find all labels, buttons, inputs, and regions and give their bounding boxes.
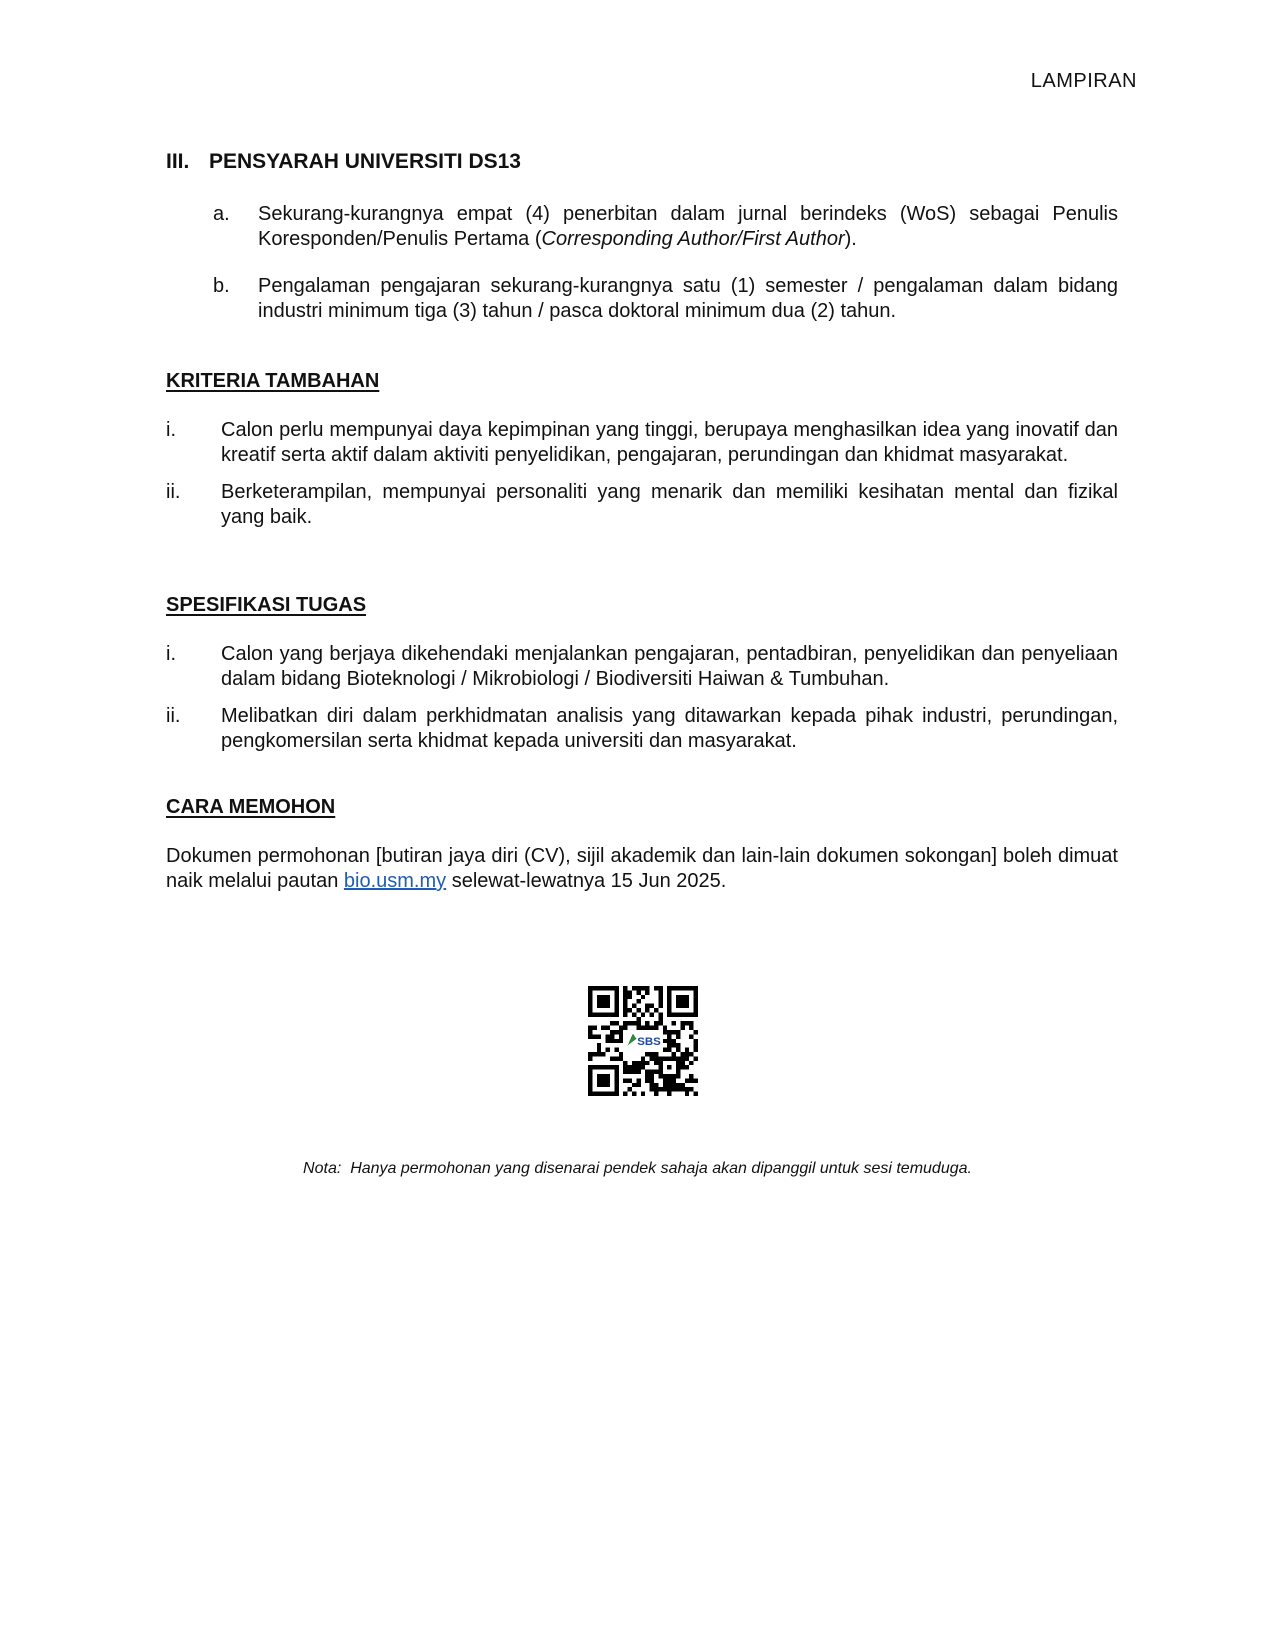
qr-module: [680, 1056, 684, 1060]
qr-module: [654, 1021, 658, 1025]
qr-module: [680, 1087, 684, 1091]
qr-module: [694, 1092, 698, 1096]
qr-module: [672, 1078, 676, 1082]
qr-module: [645, 1070, 649, 1074]
qr-module: [654, 1087, 658, 1091]
qr-module: [645, 1026, 649, 1030]
qr-module: [645, 1078, 649, 1082]
spesifikasi-heading: SPESIFIKASI TUGAS: [166, 594, 367, 616]
qr-module: [650, 1026, 654, 1030]
qr-module: [645, 990, 649, 994]
list-marker: ii.: [166, 481, 181, 503]
qr-module: [650, 1083, 654, 1087]
qr-module: [663, 1083, 667, 1087]
qr-module: [672, 1021, 676, 1025]
qr-module: [632, 1012, 636, 1016]
qr-module: [654, 1070, 658, 1074]
qr-module: [672, 1043, 676, 1047]
qr-module: [667, 1048, 671, 1052]
requirement-text-end: ).: [844, 228, 857, 250]
qr-module: [689, 1052, 693, 1056]
qr-module: [650, 1078, 654, 1082]
qr-module: [667, 1078, 671, 1082]
qr-module: [619, 1039, 623, 1043]
qr-module: [623, 1065, 627, 1069]
qr-module: [597, 1043, 601, 1047]
section-title: [166, 150, 521, 174]
list-marker: i.: [166, 419, 176, 441]
qr-module: [606, 1026, 610, 1030]
qr-module: [680, 1052, 684, 1056]
qr-module: [676, 1048, 680, 1052]
qr-module: [672, 1030, 676, 1034]
qr-module: [623, 986, 627, 990]
qr-alignment-pattern: [658, 1056, 680, 1078]
requirement-marker: b.: [213, 275, 230, 297]
qr-module: [685, 1065, 689, 1069]
qr-module: [623, 1092, 627, 1096]
qr-module: [667, 1039, 671, 1043]
qr-module: [588, 1026, 592, 1030]
list-text: Calon perlu mempunyai daya kepimpinan yang tinggi, berupaya menghasilkan idea yang inovatif dan kreatif serta aktif dalam aktiviti penyelidikan, pengajaran, perundingan dan khidmat masyarakat.: [221, 419, 1118, 466]
qr-module: [623, 999, 627, 1003]
note-label: Nota:: [303, 1160, 342, 1177]
qr-module: [658, 999, 662, 1003]
list-marker: ii.: [166, 705, 181, 727]
requirement-marker: a.: [213, 203, 230, 225]
qr-module: [641, 1065, 645, 1069]
qr-module: [676, 1034, 680, 1038]
qr-module: [610, 1039, 614, 1043]
qr-module: [667, 1034, 671, 1038]
qr-module: [623, 995, 627, 999]
qr-module: [667, 1043, 671, 1047]
qr-module: [663, 1078, 667, 1082]
qr-module: [654, 1092, 658, 1096]
qr-module: [667, 1092, 671, 1096]
qr-module: [632, 1061, 636, 1065]
qr-module: [623, 1078, 627, 1082]
note-text: Hanya permohonan yang disenarai pendek sahaja akan dipanggil untuk sesi temuduga.: [350, 1160, 972, 1177]
qr-module: [680, 1021, 684, 1025]
cara-text-end: selewat-lewatnya 15 Jun 2025.: [446, 870, 727, 892]
qr-module: [654, 1083, 658, 1087]
qr-module: [650, 1004, 654, 1008]
qr-module: [588, 1052, 592, 1056]
qr-module: [663, 1030, 667, 1034]
qr-module: [654, 1061, 658, 1065]
cara-paragraph: [166, 844, 1118, 894]
qr-module: [680, 1065, 684, 1069]
qr-finder-top-left: [588, 986, 619, 1017]
spesifikasi-item: [166, 704, 1118, 754]
qr-module: [658, 1087, 662, 1091]
qr-module: [680, 1083, 684, 1087]
requirement-item-a: [213, 202, 1118, 252]
qr-module: [623, 1021, 627, 1025]
qr-module: [658, 1004, 662, 1008]
qr-module: [614, 1030, 618, 1034]
qr-module: [623, 1070, 627, 1074]
requirement-item-b: [213, 274, 1118, 324]
list-text: Melibatkan diri dalam perkhidmatan analisis yang ditawarkan kepada pihak industri, perundingan, pengkomersilan serta khidmat kepada universiti dan masyarakat.: [221, 705, 1118, 752]
qr-module: [628, 995, 632, 999]
qr-module: [588, 1056, 592, 1060]
qr-module: [619, 1030, 623, 1034]
qr-module: [641, 1012, 645, 1016]
qr-module: [636, 1078, 640, 1082]
qr-module: [654, 1052, 658, 1056]
qr-module: [628, 1070, 632, 1074]
qr-module: [592, 1026, 596, 1030]
sbs-logo-text: SBS: [637, 1035, 661, 1048]
qr-module: [597, 1052, 601, 1056]
qr-module: [645, 1021, 649, 1025]
qr-module: [694, 1039, 698, 1043]
qr-module: [606, 1039, 610, 1043]
qr-module: [623, 1012, 627, 1016]
qr-module: [654, 1056, 658, 1060]
section-number: III.: [166, 150, 190, 173]
qr-module: [685, 1056, 689, 1060]
qr-module: [632, 1004, 636, 1008]
qr-module: [641, 1092, 645, 1096]
list-marker: i.: [166, 643, 176, 665]
qr-module: [632, 1083, 636, 1087]
qr-module: [689, 1078, 693, 1082]
qr-module: [619, 1034, 623, 1038]
qr-module: [694, 1030, 698, 1034]
qr-module: [632, 1070, 636, 1074]
qr-module: [623, 1008, 627, 1012]
qr-module: [606, 1034, 610, 1038]
qr-module: [663, 1087, 667, 1091]
section-title-text: PENSYARAH UNIVERSITI DS13: [209, 150, 521, 173]
qr-module: [632, 1065, 636, 1069]
qr-module: [689, 1026, 693, 1030]
qr-code[interactable]: [588, 986, 698, 1096]
kriteria-heading: KRITERIA TAMBAHAN: [166, 370, 380, 392]
qr-module: [676, 1030, 680, 1034]
qr-module: [628, 1087, 632, 1091]
qr-module: [645, 1008, 649, 1012]
qr-module: [610, 1030, 614, 1034]
qr-module: [658, 990, 662, 994]
application-link[interactable]: bio.usm.my: [343, 870, 447, 892]
qr-module: [680, 1061, 684, 1065]
qr-module: [597, 1034, 601, 1038]
qr-module: [650, 1056, 654, 1060]
qr-module: [610, 1021, 614, 1025]
qr-module: [672, 1039, 676, 1043]
qr-module: [628, 1065, 632, 1069]
qr-module: [636, 990, 640, 994]
qr-module: [641, 1061, 645, 1065]
qr-module: [623, 990, 627, 994]
qr-module: [636, 1065, 640, 1069]
qr-module: [601, 1052, 605, 1056]
qr-module: [658, 1012, 662, 1016]
qr-module: [650, 1074, 654, 1078]
cara-text-start: Dokumen permohonan [butiran jaya diri (CV), sijil akademik dan lain-lain dokumen sokongan] boleh dimuat naik melalui pautan: [166, 845, 1118, 892]
qr-module: [628, 990, 632, 994]
qr-module: [614, 1056, 618, 1060]
qr-module: [654, 986, 658, 990]
qr-module: [650, 1052, 654, 1056]
qr-module: [610, 1056, 614, 1060]
qr-module: [654, 1008, 658, 1012]
qr-module: [632, 1021, 636, 1025]
qr-module: [601, 1026, 605, 1030]
qr-module: [636, 1021, 640, 1025]
qr-module: [619, 1026, 623, 1030]
qr-finder-top-right: [667, 986, 698, 1017]
qr-module: [619, 1052, 623, 1056]
qr-module: [628, 1078, 632, 1082]
requirement-text: [258, 202, 1118, 252]
qr-module: [658, 1021, 662, 1025]
qr-module: [672, 1087, 676, 1091]
qr-finder-bottom-left: [588, 1065, 619, 1096]
qr-module: [636, 1026, 640, 1030]
qr-module: [588, 1034, 592, 1038]
qr-module: [588, 1030, 592, 1034]
qr-module: [641, 1056, 645, 1060]
qr-module: [623, 1061, 627, 1065]
qr-module: [650, 1087, 654, 1091]
spesifikasi-item: [166, 642, 1118, 692]
qr-module: [619, 1056, 623, 1060]
qr-module: [689, 1074, 693, 1078]
qr-module: [614, 1048, 618, 1052]
requirement-text-italic: Corresponding Author/First Author: [541, 228, 845, 250]
qr-module: [663, 1026, 667, 1030]
qr-module: [685, 1021, 689, 1025]
qr-module: [636, 1008, 640, 1012]
qr-module: [610, 1034, 614, 1038]
qr-module: [623, 1026, 627, 1030]
qr-module: [663, 1039, 667, 1043]
qr-module: [672, 1083, 676, 1087]
qr-module: [645, 1074, 649, 1078]
qr-module: [654, 1026, 658, 1030]
qr-module: [685, 1048, 689, 1052]
qr-module: [658, 995, 662, 999]
qr-module: [650, 1070, 654, 1074]
qr-module: [689, 1034, 693, 1038]
qr-module: [597, 1048, 601, 1052]
kriteria-list: [166, 418, 1118, 530]
qr-module: [694, 1056, 698, 1060]
qr-module: [606, 1048, 610, 1052]
qr-module: [689, 1087, 693, 1091]
qr-module: [667, 1030, 671, 1034]
qr-module: [623, 1004, 627, 1008]
qr-module: [636, 1061, 640, 1065]
list-text: Berketerampilan, mempunyai personaliti yang menarik dan memiliki kesihatan mental dan fizikal yang baik.: [221, 481, 1118, 528]
kriteria-item: [166, 418, 1118, 468]
qr-module: [632, 1092, 636, 1096]
qr-module: [663, 1048, 667, 1052]
qr-module: [636, 1070, 640, 1074]
qr-module: [592, 1052, 596, 1056]
qr-module: [676, 1083, 680, 1087]
qr-module: [658, 986, 662, 990]
sbs-logo: [625, 1030, 661, 1052]
requirement-text: Pengalaman pengajaran sekurang-kurangnya satu (1) semester / pengalaman dalam bidang industri minimum tiga (3) tahun / pasca doktoral minimum dua (2) tahun.: [258, 275, 1118, 322]
qr-module: [641, 986, 645, 990]
qr-module: [694, 1078, 698, 1082]
qr-module: [645, 1052, 649, 1056]
qr-module: [685, 1092, 689, 1096]
requirements-list: [213, 202, 1118, 324]
qr-module: [685, 1078, 689, 1082]
qr-module: [676, 1087, 680, 1091]
qr-module: [641, 1026, 645, 1030]
header-label: LAMPIRAN: [1030, 70, 1137, 92]
qr-module: [632, 986, 636, 990]
qr-module: [645, 1004, 649, 1008]
qr-module: [694, 1048, 698, 1052]
qr-module: [676, 1043, 680, 1047]
qr-module: [680, 1026, 684, 1030]
qr-module: [694, 1043, 698, 1047]
qr-module: [636, 1017, 640, 1021]
qr-module: [641, 995, 645, 999]
qr-module: [628, 1021, 632, 1025]
note: [0, 1160, 1275, 1178]
kriteria-item: [166, 480, 1118, 530]
qr-module: [628, 1008, 632, 1012]
qr-module: [685, 1087, 689, 1091]
qr-module: [689, 1021, 693, 1025]
qr-module: [636, 1083, 640, 1087]
qr-module: [614, 1039, 618, 1043]
qr-module: [689, 1061, 693, 1065]
qr-module: [645, 986, 649, 990]
qr-module: [636, 986, 640, 990]
qr-module: [658, 1017, 662, 1021]
qr-module: [672, 1052, 676, 1056]
qr-module: [636, 999, 640, 1003]
requirement-text-start: Sekurang-kurangnya empat (4) penerbitan dalam jurnal berindeks (WoS) sebagai Penulis Koresponden/Penulis Pertama (: [258, 203, 1118, 250]
qr-module: [592, 1034, 596, 1038]
qr-module: [645, 1061, 649, 1065]
cara-heading: CARA MEMOHON: [166, 796, 336, 818]
spesifikasi-list: [166, 642, 1118, 754]
qr-module: [667, 1087, 671, 1091]
list-text: Calon yang berjaya dikehendaki menjalankan pengajaran, pentadbiran, penyelidikan dan penyeliaan dalam bidang Bioteknologi / Mikrobiologi / Biodiversiti Haiwan & Tumbuhan.: [221, 643, 1118, 690]
qr-module: [667, 1083, 671, 1087]
qr-module: [650, 1012, 654, 1016]
qr-module: [614, 1021, 618, 1025]
qr-module: [685, 1052, 689, 1056]
